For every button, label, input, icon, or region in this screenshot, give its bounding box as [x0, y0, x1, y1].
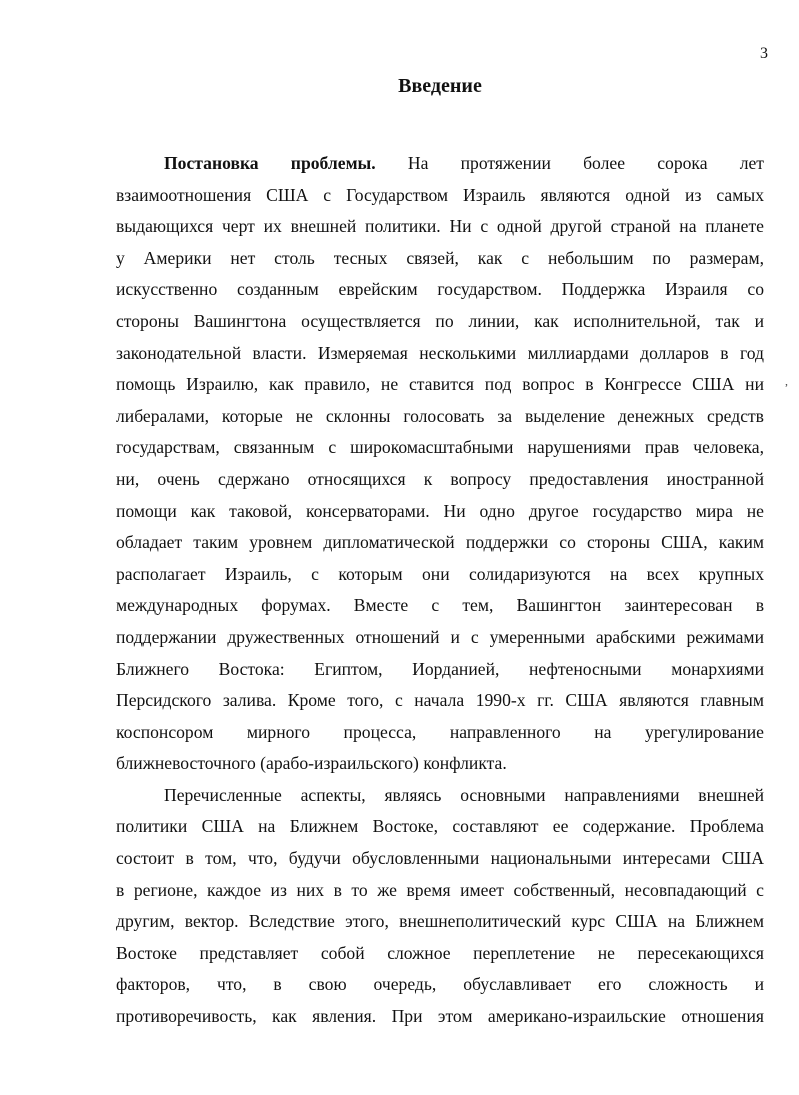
page-title: Введение [398, 75, 482, 97]
text-line: международных форумах. Вместе с тем, Вашингтон заинтересован в [116, 595, 764, 616]
text-line: в регионе, каждое из них в то же время имеет собственный, несовпадающий с [116, 879, 764, 900]
text-line: факторов, что, в свою очередь, обуславливает его сложность и [116, 974, 764, 995]
text-line: Востоке представляет собой сложное переплетение не пересекающихся [116, 942, 764, 963]
text-line-rest: На протяжении более сорока лет [375, 153, 764, 173]
text-line: Ближнего Востока: Египтом, Иорданией, нефтеносными монархиями [116, 658, 764, 679]
text-line: стороны Вашингтона осуществляется по линии, как исполнительной, так и [116, 310, 764, 331]
text-line: взаимоотношения США с Государством Израиль являются одной из самых [116, 184, 764, 205]
text-line: Перечисленные аспекты, являясь основными направлениями внешней [164, 784, 764, 805]
text-line: Персидского залива. Кроме того, с начала 1990-х гг. США являются главным [116, 690, 764, 711]
text-line: искусственно созданным еврейским государством. Поддержка Израиля со [116, 279, 764, 300]
text-line: располагает Израиль, с которым они солидаризуются на всех крупных [116, 563, 764, 584]
text-line: коспонсором мирного процесса, направленного на урегулирование [116, 721, 764, 742]
margin-mark: , [785, 374, 788, 388]
text-line: другим, вектор. Вследствие этого, внешнеполитический курс США на Ближнем [116, 911, 764, 932]
body-text [116, 148, 764, 1033]
text-line: состоит в том, что, будучи обусловленными национальными интересами США [116, 848, 764, 869]
text-line: выдающихся черт их внешней политики. Ни с одной другой страной на планете [116, 216, 764, 237]
text-line: помощь Израилю, как правило, не ставится под вопрос в Конгрессе США ни [116, 374, 764, 395]
text-line: политики США на Ближнем Востоке, составляют ее содержание. Проблема [116, 816, 764, 837]
text-line: законодательной власти. Измеряемая несколькими миллиардами долларов в год [116, 342, 764, 363]
text-line: у Америки нет столь тесных связей, как с небольшим по размерам, [116, 247, 764, 268]
text-line: помощи как таковой, консерваторами. Ни одно другое государство мира не [116, 500, 764, 521]
text-line: государствам, связанным с широкомасштабными нарушениями прав человека, [116, 437, 764, 458]
text-line: поддержании дружественных отношений и с умеренными арабскими режимами [116, 626, 764, 647]
text-line [116, 148, 764, 180]
text-line: ближневосточного (арабо-израильского) конфликта. [116, 753, 507, 774]
text-line: обладает таким уровнем дипломатической поддержки со стороны США, каким [116, 532, 764, 553]
problem-statement-label: Постановка проблемы. [164, 153, 376, 173]
text-line: ни, очень сдержано относящихся к вопросу предоставления иностранной [116, 468, 764, 489]
text-line: противоречивость, как явления. При этом американо-израильские отношения [116, 1006, 764, 1027]
page-number: 3 [760, 45, 768, 62]
text-line: либералами, которые не склонны голосовать за выделение денежных средств [116, 405, 764, 426]
